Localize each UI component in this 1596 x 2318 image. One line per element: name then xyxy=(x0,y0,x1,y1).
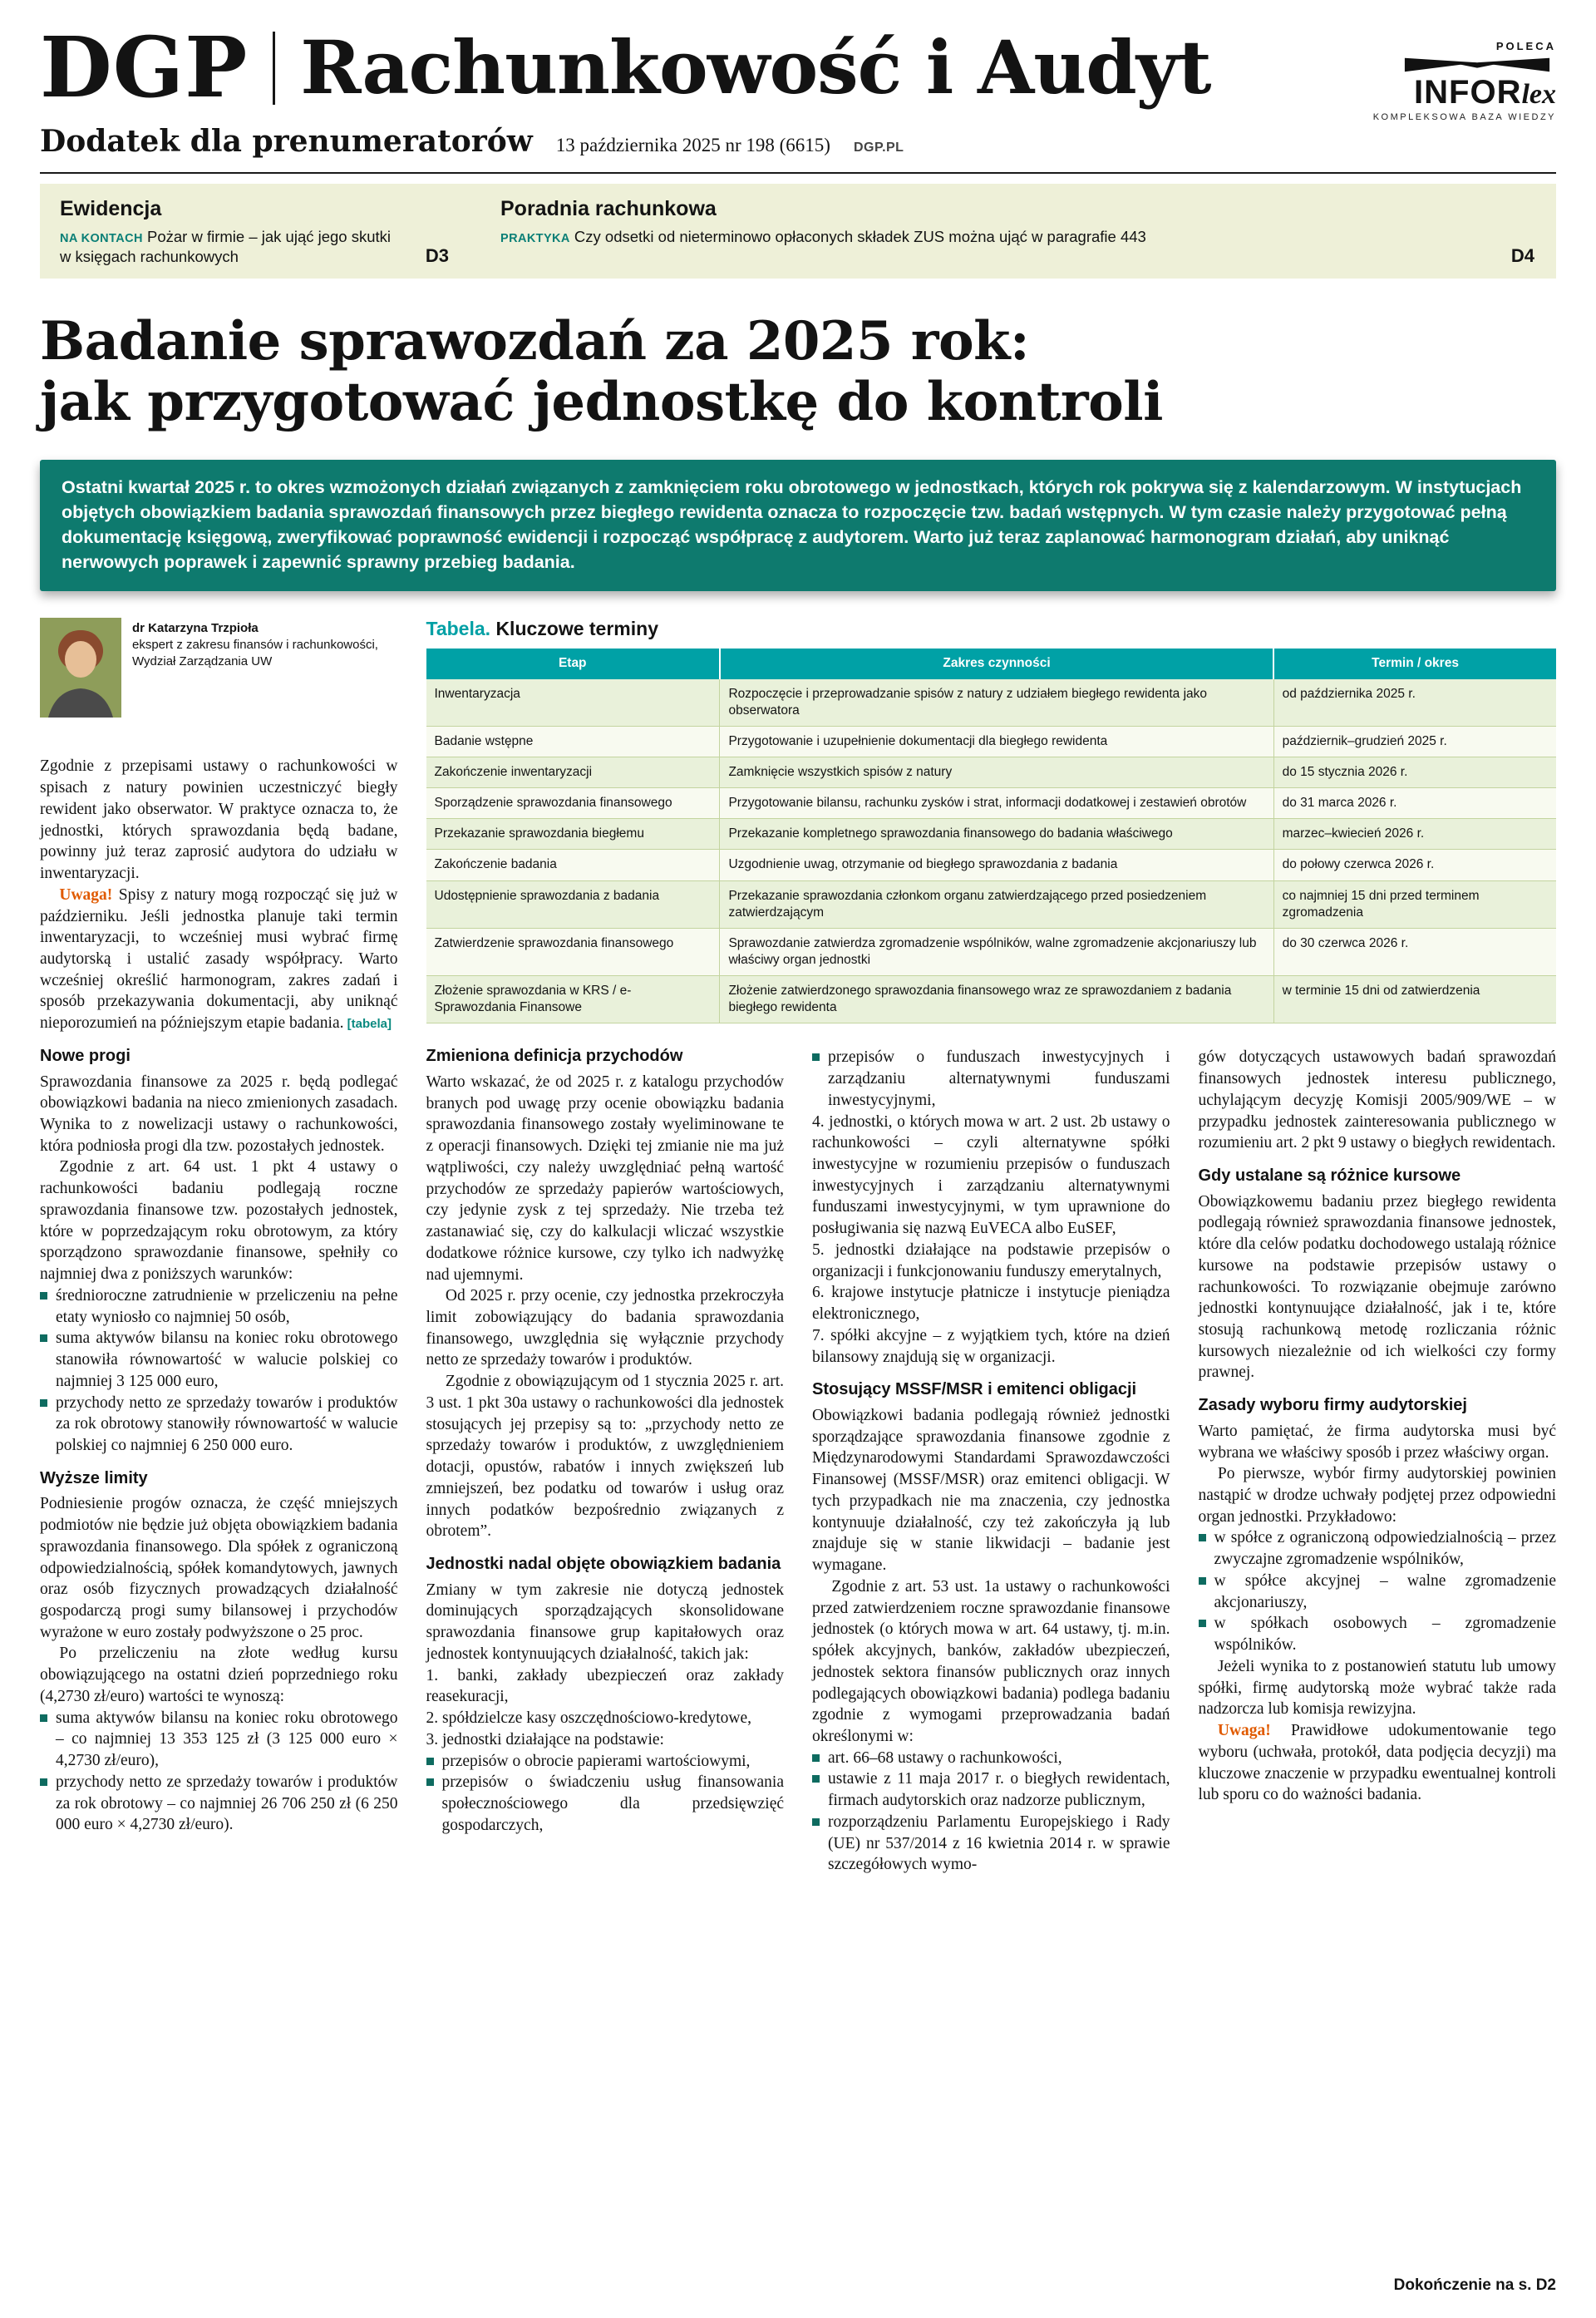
bullet-square-icon xyxy=(812,1053,820,1061)
column-1 xyxy=(40,618,398,2295)
numbered-item: 7. spółki akcyjne – z wyjątkiem tych, które na dzień bilansowy znajdują się w organizacji. xyxy=(812,1326,1170,1366)
inforlex-logo xyxy=(1348,28,1556,122)
paragraph: Warto wskazać, że od 2025 r. z katalogu przychodów branych pod uwagę przy ocenie obowiązku badania sprawozdania finansowego zostały wyeliminowane te z operacji finansowych. Dzięki tej zmianie nie ma już wątpliwości, czy należy uwzględniać pełną wartość przychodów ze sprzedaży papierów wartościowych, czy jedynie zysk z tej sprzedaży. Nie trzeba też zastanawiać się, czy do kalkulacji wliczać wszystkie dodatkowe różnice kursowe, czy tylko ich nadwyżkę nad ujemnymi. xyxy=(426,1073,784,1284)
table-row xyxy=(426,880,1557,928)
table-title xyxy=(426,618,1557,640)
table-cell: marzec–kwiecień 2026 r. xyxy=(1273,819,1556,850)
column-1-text xyxy=(40,756,398,1836)
column-2-text xyxy=(426,1047,785,1836)
section-heading: Stosujący MSSF/MSR i emitenci obligacji xyxy=(812,1380,1137,1399)
subscribers-subtitle: Dodatek dla prenumeratorów xyxy=(40,124,533,159)
table-cell: Udostępnienie sprawozdania z badania xyxy=(426,880,720,928)
uwaga-label: Uwaga! xyxy=(1217,1722,1291,1740)
paragraph: Obowiązkowemu badaniu przez biegłego rewidenta podlegają również sprawozdania finansowe jednostek, które dla celów podatku dochodowego ustalają różnice kursowe na podstawie przepisów ustawy o rachunkowości. To rozwiązanie obejmuje zarówno jednostki kontynuujące działalność, jak i te, które stosują rachunkową metodę rozliczania różnic kursowych niezależnie od ich wielkości czy formy prawnej. xyxy=(1198,1192,1556,1382)
column-header-zakres: Zakres czynności xyxy=(720,649,1273,678)
table-cell: październik–grudzień 2025 r. xyxy=(1273,726,1556,757)
inforlex-ribbon-icon xyxy=(1398,56,1556,74)
bullet-square-icon xyxy=(426,1778,434,1786)
author-photo xyxy=(40,618,121,718)
page-reference: D4 xyxy=(1510,245,1534,267)
paragraph: Po przeliczeniu na złote według kursu obowiązującego na ostatni dzień poprzedniego roku (4,2730 zł/euro) wartości te wynoszą: xyxy=(40,1645,398,1705)
table-label: Tabela. xyxy=(426,618,491,640)
table-cell: do 31 marca 2026 r. xyxy=(1273,788,1556,819)
headline-line-1: Badanie sprawozdań za 2025 rok: xyxy=(40,310,1030,373)
bullet-text: przepisów o obrocie papierami wartościowymi, xyxy=(441,1752,751,1770)
bullet-square-icon xyxy=(40,1714,47,1722)
table-cell: Przekazanie kompletnego sprawozdania finansowego do badania właściwego xyxy=(720,819,1273,850)
bullet-item xyxy=(40,1328,398,1392)
bullet-item xyxy=(426,1772,785,1836)
bullet-item xyxy=(812,1047,1170,1111)
table-reference: [tabela] xyxy=(343,1017,392,1032)
author-bio xyxy=(132,618,398,718)
bullet-text: art. 66–68 ustawy o rachunkowości, xyxy=(828,1748,1062,1767)
bullet-item xyxy=(1199,1613,1557,1655)
numbered-item: 1. banki, zakłady ubezpieczeń oraz zakłady reasekuracji, xyxy=(426,1666,784,1706)
bullet-text: przychody netto ze sprzedaży towarów i produktów za rok obrotowy stanowiły równowartość w walucie polskiej co najmniej 6 250 000 euro. xyxy=(56,1393,398,1454)
section-heading: Jednostki nadal objęte obowiązkiem badania xyxy=(426,1555,781,1574)
masthead xyxy=(40,18,1556,159)
section-heading: Wyższe limity xyxy=(40,1468,148,1487)
dgp-logo: DGP xyxy=(40,18,249,116)
issue-date: 13 października 2025 nr 198 (6615) xyxy=(555,135,830,155)
bullet-square-icon xyxy=(812,1818,820,1826)
numbered-item: 6. krajowe instytucje płatnicze i instytucje pieniądza elektronicznego, xyxy=(812,1284,1170,1324)
column-4-text xyxy=(1199,1047,1557,1806)
bullet-square-icon xyxy=(40,1778,47,1786)
bullet-item xyxy=(1199,1527,1557,1570)
masthead-title-row xyxy=(40,18,1211,116)
inforlex-tagline: KOMPLEKSOWA BAZA WIEDZY xyxy=(1372,112,1556,122)
bullet-item xyxy=(40,1772,398,1836)
article-body xyxy=(40,618,1556,2295)
bullet-text: ustawie z 11 maja 2017 r. o biegłych rewidentach, firmach audytorskich oraz nadzorze publicznym, xyxy=(828,1770,1170,1810)
table-cell: Zakończenie badania xyxy=(426,850,720,880)
author-description: ekspert z zakresu finansów i rachunkowości, Wydział Zarządzania UW xyxy=(132,638,378,668)
supplement-title: Rachunkowość i Audyt xyxy=(300,23,1211,111)
bullet-square-icon xyxy=(1199,1577,1206,1585)
table-cell: Złożenie sprawozdania w KRS / e-Sprawozdania Finansowe xyxy=(426,976,720,1023)
paragraph: Zmiany w tym zakresie nie dotyczą jednostek dominujących sporządzających skonsolidowane sprawozdania finansowe grup kapitałowych oraz jednostek kontynuujących działalność, takich jak: xyxy=(426,1581,784,1663)
page-reference: D3 xyxy=(425,245,449,267)
table-cell: Przekazanie sprawozdania członkom organu zatwierdzającego przed posiedzeniem zatwierdzającym xyxy=(720,880,1273,928)
paragraph: Uwaga! Spisy z natury mogą rozpocząć się już w październiku. Jeśli jednostka planuje taki termin inwentaryzacji, to wcześniej musi wybrać firmę audytorską i ustalić zasady współpracy. Warto wcześniej określić harmonogram, zakres zadań i sposób przekazywania dokumentacji, aby uniknąć nieporozumień na późniejszym etapie badania. [tabela] xyxy=(40,885,398,1033)
bullet-item xyxy=(40,1708,398,1772)
bullet-square-icon xyxy=(812,1754,820,1762)
poleca-label: POLECA xyxy=(1495,40,1556,52)
inforlex-wordmark xyxy=(1348,76,1556,109)
paragraph: Zgodnie z art. 64 ust. 1 pkt 4 ustawy o rachunkowości badaniu podlegają roczne sprawozdania finansowe tzw. pozostałych jednostek, które w poprzedzającym roku obrotowym, za który sporządzono sprawozdanie finansowe, spełniły co najmniej dwa z poniższych warunków: xyxy=(40,1158,398,1284)
paragraph: Zgodnie z obowiązującym od 1 stycznia 2025 r. art. 3 ust. 1 pkt 30a ustawy o rachunkowości dla jednostek stosujących jej przepisy są to: „przychody netto ze sprzedaży towarów i produktów, z uwzględnieniem dotacji, opustów, rabatów i innych zwiększeń lub zmniejszeń, bez podatku od towarów i usług oraz innych podatków bezpośrednio związanych z obrotem”. xyxy=(426,1373,784,1541)
bullet-item xyxy=(812,1812,1170,1876)
teaser-section-title: Poradnia rachunkowa xyxy=(500,197,717,220)
uwaga-label: Uwaga! xyxy=(59,885,119,904)
teaser-kicker: NA KONTACH xyxy=(60,232,143,245)
bullet-text: w spółce akcyjnej – walne zgromadzenie akcjonariuszy, xyxy=(1214,1571,1556,1611)
table-head xyxy=(426,649,1557,678)
table-cell: Przygotowanie bilansu, rachunku zysków i strat, informacji dodatkowej i zestawień obrotów xyxy=(720,788,1273,819)
table-row xyxy=(426,976,1557,1023)
author-box xyxy=(40,618,398,718)
table-cell: Sprawozdanie zatwierdza zgromadzenie wspólników, walne zgromadzenie akcjonariuszy lub właściwy organ jednostki xyxy=(720,928,1273,975)
table-cell: Rozpoczęcie i przeprowadzanie spisów z natury z udziałem biegłego rewidenta jako obserwatora xyxy=(720,679,1273,727)
paragraph: Zgodnie z przepisami ustawy o rachunkowości w spisach z natury powinien uczestniczyć biegły rewident jako obserwator. W praktyce oznacza to, że jednostki, których sprawozdania będą badane, powinny już teraz zaprosić audytora do udziału w inwentaryzacji. xyxy=(40,757,398,883)
table-row xyxy=(426,928,1557,975)
section-heading: Nowe progi xyxy=(40,1046,131,1065)
column-header-termin: Termin / okres xyxy=(1273,649,1556,678)
website-label: DGP.PL xyxy=(853,141,904,155)
table-cell: Uzgodnienie uwag, otrzymanie od biegłego sprawozdania z badania xyxy=(720,850,1273,880)
bullet-item xyxy=(426,1751,785,1773)
table-row xyxy=(426,850,1557,880)
bullet-item xyxy=(812,1768,1170,1811)
table-cell: Złożenie zatwierdzonego sprawozdania finansowego wraz ze sprawozdaniem z badania biegłego rewidenta xyxy=(720,976,1273,1023)
masthead-rule xyxy=(40,172,1556,174)
headline-line-2: jak przygotować jednostkę do kontroli xyxy=(40,371,1163,434)
article-headline xyxy=(40,312,1556,433)
bullet-text: średnioroczne zatrudnienie w przeliczeniu na pełne etaty wyniosło co najmniej 50 osób, xyxy=(56,1286,398,1326)
bullet-text: suma aktywów bilansu na koniec roku obrotowego – co najmniej 13 353 125 zł (3 125 000 euro × 4,2730 zł/euro), xyxy=(56,1709,398,1770)
table-name: Kluczowe terminy xyxy=(495,618,658,640)
table-cell: co najmniej 15 dni przed terminem zgromadzenia xyxy=(1273,880,1556,928)
bullet-square-icon xyxy=(40,1292,47,1300)
table-cell: w terminie 15 dni od zatwierdzenia xyxy=(1273,976,1556,1023)
infor-wordmark: INFOR xyxy=(1414,74,1522,111)
masthead-divider xyxy=(273,32,275,105)
key-terms-table-body xyxy=(426,679,1557,1023)
numbered-item: 2. spółdzielcze kasy oszczędnościowo-kredytowe, xyxy=(426,1709,751,1728)
teaser-text xyxy=(60,227,397,267)
teaser-summary: Pożar w firmie – jak ująć jego skutki w księgach rachunkowych xyxy=(60,228,392,266)
teaser-kicker: PRAKTYKA xyxy=(500,232,570,245)
bullet-square-icon xyxy=(1199,1534,1206,1541)
bullet-text: przepisów o funduszach inwestycyjnych i zarządzaniu alternatywnymi funduszami inwestycyjnymi, xyxy=(828,1048,1170,1109)
bullet-text: w spółce z ograniczoną odpowiedzialnością – przez zwyczajne zgromadzenie wspólników, xyxy=(1214,1529,1556,1569)
bullet-square-icon xyxy=(426,1758,434,1765)
key-terms-table xyxy=(426,649,1557,1023)
section-heading: Zasady wyboru firmy audytorskiej xyxy=(1198,1396,1467,1415)
table-row xyxy=(426,757,1557,787)
bullet-item xyxy=(40,1393,398,1457)
table-cell: do połowy czerwca 2026 r. xyxy=(1273,850,1556,880)
table-cell: Zatwierdzenie sprawozdania finansowego xyxy=(426,928,720,975)
table-row xyxy=(426,679,1557,727)
numbered-item: 4. jednostki, o których mowa w art. 2 ust. 2b ustawy o rachunkowości – czyli alternatywne spółki inwestycyjne w rozumieniu przepisów o funduszach inwestycyjnych i zarządzaniu alternatywnymi funduszami inwestycyjnymi, w tym uprawnione do posługiwania się nazwą EuVECA albo EuSEF, xyxy=(812,1112,1170,1238)
bullet-text: suma aktywów bilansu na koniec roku obrotowego stanowiła równowartość w walucie polskiej co najmniej 3 125 000 euro, xyxy=(56,1329,398,1390)
teaser-bar xyxy=(40,184,1556,279)
numbered-item: 3. jednostki działające na podstawie: xyxy=(426,1730,664,1748)
table-row xyxy=(426,788,1557,819)
column-4 xyxy=(1199,1047,1557,2295)
bullet-square-icon xyxy=(40,1399,47,1407)
section-heading: Zmieniona definicja przychodów xyxy=(426,1047,683,1066)
table-cell: od października 2025 r. xyxy=(1273,679,1556,727)
author-name: dr Katarzyna Trzpioła xyxy=(132,621,259,636)
bullet-text: w spółkach osobowych – zgromadzenie wspólników. xyxy=(1214,1615,1556,1655)
paragraph: Zgodnie z art. 53 ust. 1a ustawy o rachunkowości przed zatwierdzeniem roczne sprawozdanie finansowe jednostek (o których mowa w art. 64 ustawy, tj. m.in. spółek akcyjnych, banków, zakładów ubezpieczeń, jednostek sektora finansów publicznych oraz innych podlegających obowiązkowi badania) podlega badaniu zgodnie z wymogami przeprowadzania badań określonymi w: xyxy=(812,1577,1170,1745)
paragraph: Obowiązkowi badania podlegają również jednostki sporządzające sprawozdania finansowe zgodnie z Międzynarodowymi Standardami Sprawozdawczości Finansowej (MSSF/MSR) oraz emitenci obligacji. W tych przypadkach nie ma znaczenia, czy jednostka kontynuuje działalność, czy też zakończyła ją lub znajduje się w stanie likwidacji – badanie jest wymagane. xyxy=(812,1406,1170,1575)
teaser-poradnia xyxy=(500,197,1536,267)
bullet-square-icon xyxy=(40,1334,47,1342)
table-header-row xyxy=(426,649,1557,678)
section-heading: Gdy ustalane są różnice kursowe xyxy=(1198,1166,1461,1186)
numbered-item: 5. jednostki działające na podstawie przepisów o organizacji i funkcjonowaniu funduszy emerytalnych, xyxy=(812,1240,1170,1280)
key-terms-section xyxy=(426,618,1557,1023)
paragraph: Od 2025 r. przy ocenie, czy jednostka przekroczyła limit zobowiązujący do badania sprawozdania finansowego, uwzględnia się wyłącznie przychody netto ze sprzedaży towarów i produktów. xyxy=(426,1287,784,1369)
bullet-item xyxy=(40,1285,398,1328)
continuation-note: Dokończenie na s. D2 xyxy=(1393,2276,1556,2294)
table-cell: Inwentaryzacja xyxy=(426,679,720,727)
paragraph: Po pierwsze, wybór firmy audytorskiej powinien nastąpić w drodze uchwały podjętej przez odpowiedni organ jednostki. Przykładowo: xyxy=(1198,1465,1556,1526)
teaser-ewidencja xyxy=(60,197,451,267)
table-row xyxy=(426,819,1557,850)
table-cell: Zamknięcie wszystkich spisów z natury xyxy=(720,757,1273,787)
table-cell: Badanie wstępne xyxy=(426,726,720,757)
column-3 xyxy=(812,1047,1170,2295)
table-row xyxy=(426,726,1557,757)
teaser-section-title: Ewidencja xyxy=(60,197,162,220)
masthead-left xyxy=(40,18,1211,159)
paragraph: Sprawozdania finansowe za 2025 r. będą podlegać obowiązkowi badania na nieco zmienionych zasadach. Wynika to z nowelizacji ustawy o rachunkowości, która podniosła progi dla tzw. pozostałych jednostek. xyxy=(40,1073,398,1155)
column-3-text xyxy=(812,1047,1170,1876)
paragraph: Uwaga! Prawidłowe udokumentowanie tego wyboru (uchwała, protokół, data podjęcia decyzji) ma kluczowe znaczenie w przypadku ewentualnej kontroli lub sporu co do ważności badania. xyxy=(1198,1722,1556,1804)
bullet-item xyxy=(812,1748,1170,1769)
lex-wordmark: lex xyxy=(1521,79,1556,110)
bullet-square-icon xyxy=(1199,1620,1206,1627)
table-cell: Zakończenie inwentaryzacji xyxy=(426,757,720,787)
bullet-square-icon xyxy=(812,1775,820,1783)
bullet-text: przychody netto ze sprzedaży towarów i produktów za rok obrotowy – co najmniej 26 706 250 zł (6 250 000 euro × 4,2730 zł/euro). xyxy=(56,1773,398,1834)
bullet-item xyxy=(1199,1571,1557,1613)
bullet-text: rozporządzeniu Parlamentu Europejskiego i Rady (UE) nr 537/2014 z 16 kwietnia 2014 r. w sprawie szczegółowych wymo- xyxy=(828,1812,1170,1874)
paragraph: Warto pamiętać, że firma audytorska musi być wybrana we właściwy sposób i przez właściwy organ. xyxy=(1198,1422,1556,1462)
column-header-etap: Etap xyxy=(426,649,720,678)
teaser-text xyxy=(500,227,1483,247)
table-cell: Sporządzenie sprawozdania finansowego xyxy=(426,788,720,819)
paragraph: Jeżeli wynika to z postanowień statutu lub umowy spółki, firmę audytorską może wybrać także rada nadzorcza lub komisja rewizyjna. xyxy=(1198,1657,1556,1719)
paragraph: gów dotyczących ustawowych badań sprawozdań finansowych jednostek interesu publicznego, uchylającym decyzję Komisji 2005/909/WE – w przypadku jednostek zainteresowania publicznego w rozumieniu art. 2 pkt 9 ustawy o biegłych rewidentach. xyxy=(1198,1048,1556,1152)
column-2 xyxy=(426,1047,785,2295)
lead-paragraph: Ostatni kwartał 2025 r. to okres wzmożonych działań związanych z zamknięciem roku obrotowego w jednostkach, których rok pokrywa się z kalendarzowym. W instytucjach objętych obowiązkiem badania sprawozdań finansowych przez biegłego rewidenta oznacza to rozpoczęcie tzw. badań wstępnych. W tym czasie należy przygotować pełną dokumentację księgową, zweryfikować poprawność ewidencji i rozpocząć współpracę z audytorem. Warto już teraz zaplanować harmonogram działań, aby uniknąć nerwowych poprawek i zapewnić sprawny przebieg badania. xyxy=(40,460,1556,591)
teaser-summary: Czy odsetki od nieterminowo opłaconych składek ZUS można ująć w paragrafie 443 xyxy=(574,228,1146,245)
masthead-sub-row xyxy=(40,124,1211,159)
table-cell: do 30 czerwca 2026 r. xyxy=(1273,928,1556,975)
table-cell: Przekazanie sprawozdania biegłemu xyxy=(426,819,720,850)
table-cell: Przygotowanie i uzupełnienie dokumentacji dla biegłego rewidenta xyxy=(720,726,1273,757)
table-cell: do 15 stycznia 2026 r. xyxy=(1273,757,1556,787)
paragraph: Podniesienie progów oznacza, że część mniejszych podmiotów nie będzie już objęta obowiązkiem badania sprawozdania finansowego. Dla spółek z ograniczoną odpowiedzialnością, spółek komandytowych, jawnych oraz osób fizycznych prowadzących działalność gospodarczą progi sumy bilansowej i przychodów wyrażone w euro zostały podwyższone o 25 proc. xyxy=(40,1495,398,1641)
bullet-text: przepisów o świadczeniu usług finansowania społecznościowego dla przedsięwzięć gospodarczych, xyxy=(441,1773,784,1834)
